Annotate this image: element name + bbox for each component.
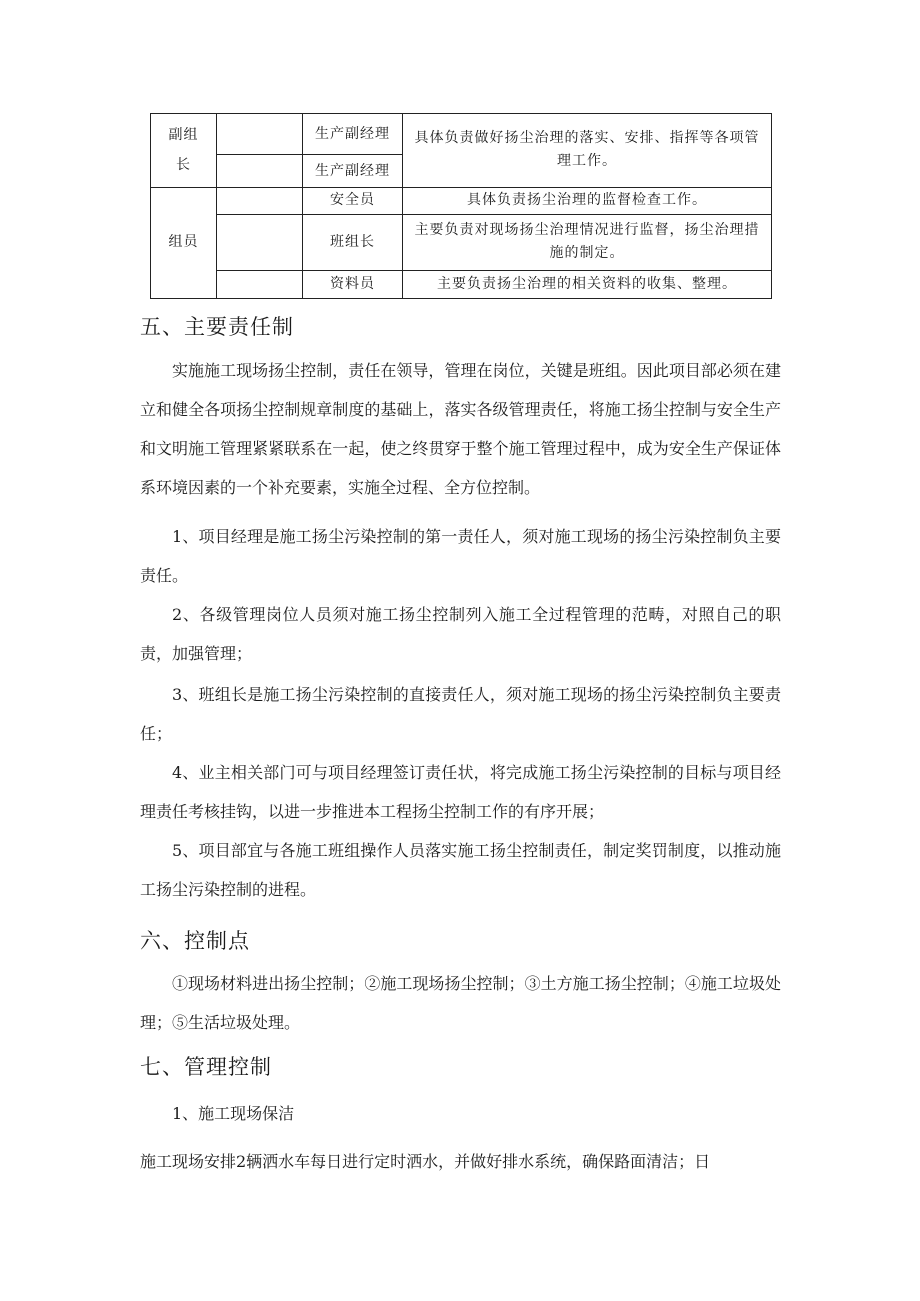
section-6-text: ①现场材料进出扬尘控制；②施工现场扬尘控制；③土方施工扬尘控制；④施工垃圾处理；⑤生活垃圾处理。	[140, 974, 781, 1032]
table-row	[151, 215, 772, 271]
name-cell	[217, 215, 303, 271]
role-cell: 资料员	[303, 270, 403, 298]
list-item: 5、项目部宜与各施工班组操作人员落实施工扬尘控制责任，制定奖罚制度，以推动施工扬尘污染控制的进程。	[140, 841, 781, 899]
duty-cell: 具体负责做好扬尘治理的落实、安排、指挥等各项管理工作。	[403, 114, 772, 188]
role-cell: 生产副经理	[303, 155, 403, 187]
role-cell: 生产副经理	[303, 114, 403, 155]
section-7-text: 施工现场安排2辆洒水车每日进行定时洒水，并做好排水系统，确保路面清洁；日	[140, 1152, 711, 1171]
name-cell	[217, 155, 303, 187]
section-7-subheading: 1、施工现场保洁	[172, 1104, 295, 1123]
role-cell: 安全员	[303, 187, 403, 214]
name-cell	[217, 114, 303, 155]
responsibility-table	[150, 113, 772, 299]
section-heading-5: 五、主要责任制	[140, 315, 294, 339]
list-item: 3、班组长是施工扬尘污染控制的直接责任人，须对施工现场的扬尘污染控制负主要责任；	[140, 685, 781, 743]
table-row	[151, 270, 772, 298]
list-item: 2、各级管理岗位人员须对施工扬尘控制列入施工全过程管理的范畴，对照自己的职责，加强管理；	[140, 605, 781, 663]
role-cell: 班组长	[303, 215, 403, 271]
section-5-intro: 实施施工现场扬尘控制，责任在领导，管理在岗位，关键是班组。因此项目部必须在建立和健全各项扬尘控制规章制度的基础上，落实各级管理责任，将施工扬尘控制与安全生产和文明施工管理紧紧联系在一起，使之终贯穿于整个施工管理过程中，成为安全生产保证体系环境因素的一个补充要素，实施全过程、全方位控制。	[140, 361, 781, 497]
duty-cell: 主要负责扬尘治理的相关资料的收集、整理。	[403, 270, 772, 298]
list-item: 1、项目经理是施工扬尘污染控制的第一责任人，须对施工现场的扬尘污染控制负主要责任。	[140, 527, 781, 585]
fu-zuzhang-text: 副组 长	[168, 127, 199, 174]
table-row	[151, 114, 772, 155]
section-heading-6: 六、控制点	[140, 929, 250, 953]
group-label-zuyuan: 组员	[151, 187, 217, 298]
duty-cell: 主要负责对现场扬尘治理情况进行监督，扬尘治理措施的制定。	[403, 215, 772, 271]
table-row	[151, 187, 772, 214]
duty-cell: 具体负责扬尘治理的监督检查工作。	[403, 187, 772, 214]
list-item: 4、业主相关部门可与项目经理签订责任状，将完成施工扬尘污染控制的目标与项目经理责任考核挂钩，以进一步推进本工程扬尘控制工作的有序开展；	[140, 763, 781, 821]
group-label-fu-zuzhang	[151, 114, 217, 188]
name-cell	[217, 270, 303, 298]
section-heading-7: 七、管理控制	[140, 1055, 272, 1079]
name-cell	[217, 187, 303, 214]
